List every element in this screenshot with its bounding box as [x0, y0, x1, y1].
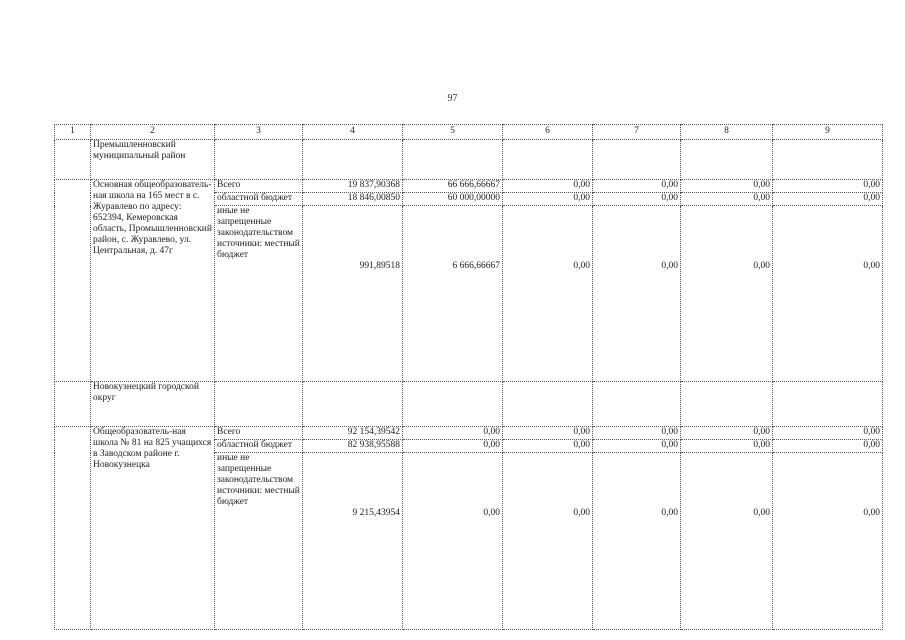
header-cell: 9: [773, 125, 883, 140]
value-cell: 0,00: [503, 427, 593, 440]
value-cell: 19 837,90368: [303, 180, 403, 193]
value-cell: 0,00: [681, 206, 773, 382]
object-title: Общеобразователь-ная школа № 81 на 825 учащихся в Заводском районе г. Новокузнецка: [91, 427, 215, 630]
value-cell: 0,00: [403, 427, 503, 440]
value-cell: 0,00: [593, 193, 681, 206]
value-cell: 0,00: [773, 193, 883, 206]
value-cell: 0,00: [773, 440, 883, 453]
header-cell: 2: [91, 125, 215, 140]
header-cell: 5: [403, 125, 503, 140]
value-cell: 0,00: [593, 427, 681, 440]
source-label: Всего: [215, 427, 303, 440]
source-label: Всего: [215, 180, 303, 193]
header-row: [55, 125, 883, 140]
table-row: [55, 427, 883, 440]
value-cell: 991,89518: [303, 206, 403, 382]
value-cell: 0,00: [773, 206, 883, 382]
value-cell: 0,00: [681, 427, 773, 440]
value-cell: 0,00: [681, 180, 773, 193]
header-cell: 7: [593, 125, 681, 140]
table-row: [55, 180, 883, 193]
value-cell: 0,00: [593, 440, 681, 453]
value-cell: 0,00: [503, 440, 593, 453]
header-cell: 8: [681, 125, 773, 140]
value-cell: 82 938,95588: [303, 440, 403, 453]
value-cell: 0,00: [681, 453, 773, 630]
page-number: 97: [447, 93, 458, 104]
value-cell: 18 846,00850: [303, 193, 403, 206]
value-cell: 0,00: [403, 440, 503, 453]
value-cell: 60 000,00000: [403, 193, 503, 206]
group-row: [55, 382, 883, 427]
value-cell: 0,00: [773, 427, 883, 440]
value-cell: 0,00: [773, 453, 883, 630]
source-label: областной бюджет: [215, 440, 303, 453]
source-label: иные не запрещенные законодательством источники: местный бюджет: [215, 453, 303, 630]
group-row: [55, 140, 883, 180]
budget-table: [54, 124, 883, 630]
value-cell: 0,00: [593, 206, 681, 382]
value-cell: 0,00: [503, 180, 593, 193]
value-cell: 6 666,66667: [403, 206, 503, 382]
header-cell: 3: [215, 125, 303, 140]
header-cell: 6: [503, 125, 593, 140]
value-cell: 0,00: [593, 453, 681, 630]
value-cell: 0,00: [593, 180, 681, 193]
header-cell: 4: [303, 125, 403, 140]
header-cell: 1: [55, 125, 91, 140]
source-label: областной бюджет: [215, 193, 303, 206]
value-cell: 0,00: [503, 193, 593, 206]
source-label: иные не запрещенные законодательством источники: местный бюджет: [215, 206, 303, 382]
value-cell: 9 215,43954: [303, 453, 403, 630]
value-cell: 0,00: [403, 453, 503, 630]
value-cell: 66 666,66667: [403, 180, 503, 193]
value-cell: 92 154,39542: [303, 427, 403, 440]
value-cell: 0,00: [681, 440, 773, 453]
value-cell: 0,00: [773, 180, 883, 193]
value-cell: 0,00: [681, 193, 773, 206]
group-title: Новокузнецкий городской округ: [91, 382, 215, 427]
group-title: Премышленновский муниципальный район: [91, 140, 215, 180]
object-title: Основная общеобразователь-ная школа на 165 мест в с. Журавлево по адресу: 652394, Кемеровская область, Промышленновский район, с. Журавлево, ул. Центральная, д. 47г: [91, 180, 215, 382]
value-cell: 0,00: [503, 453, 593, 630]
value-cell: 0,00: [503, 206, 593, 382]
